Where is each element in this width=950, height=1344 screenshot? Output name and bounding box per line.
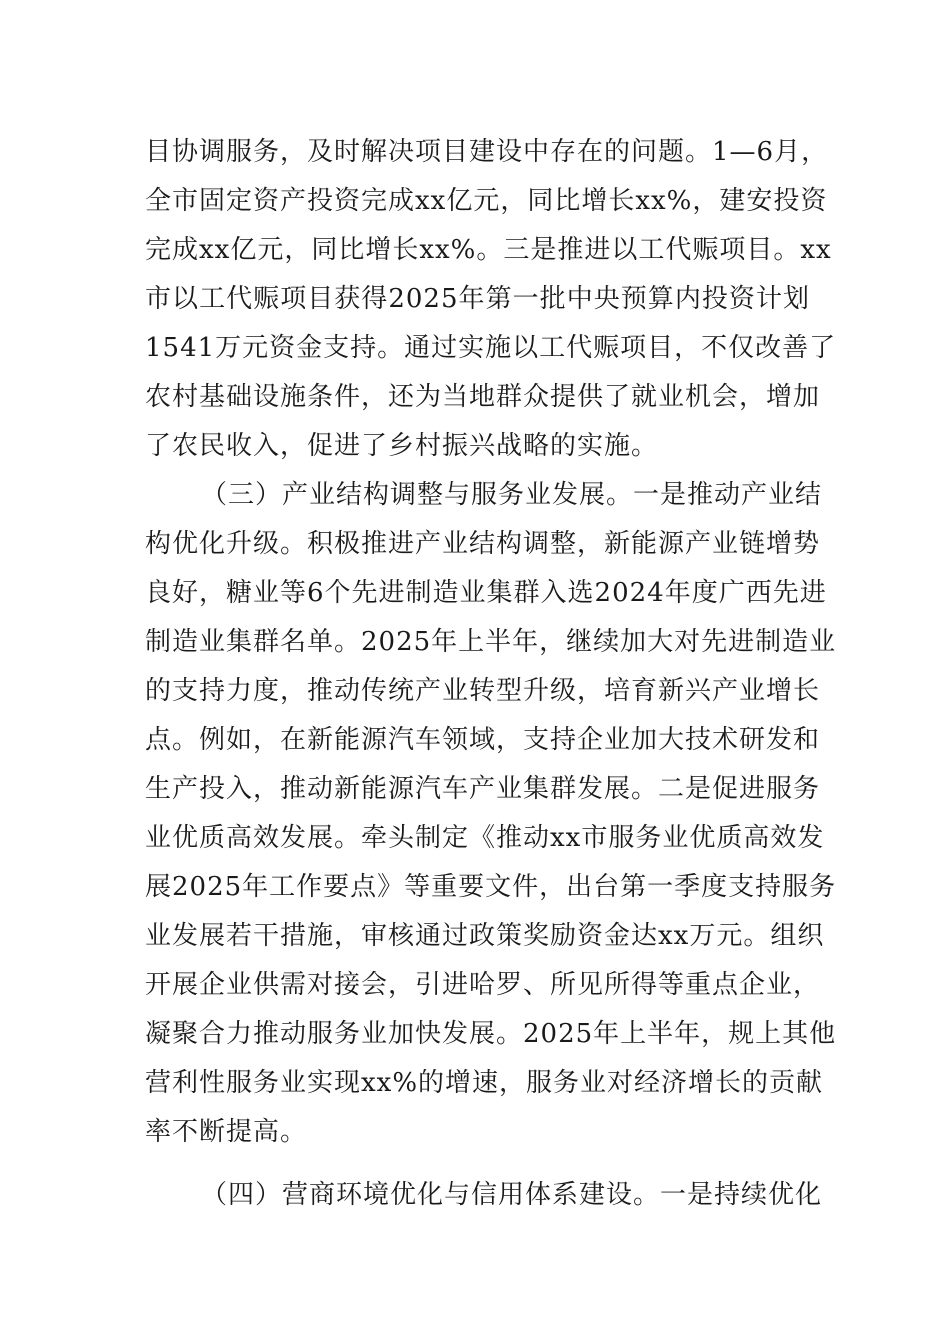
text-line: 完成xx亿元，同比增长xx%。三是推进以工代赈项目。xx (145, 235, 832, 265)
text-line: 业发展若干措施，审核通过政策奖励资金达xx万元。组织 (145, 921, 825, 951)
text-line: 开展企业供需对接会，引进哈罗、所见所得等重点企业， (145, 970, 821, 1000)
text-line: 农村基础设施条件，还为当地群众提供了就业机会，增加 (145, 382, 821, 412)
text-line: 生产投入，推动新能源汽车产业集群发展。二是促进服务 (145, 774, 821, 804)
text-line: 1541万元资金支持。通过实施以工代赈项目，不仅改善了 (145, 333, 837, 363)
text-line: 市以工代赈项目获得2025年第一批中央预算内投资计划 (145, 284, 810, 314)
text-line: 良好，糖业等6个先进制造业集群入选2024年度广西先进 (145, 578, 827, 608)
text-line: 制造业集群名单。2025年上半年，继续加大对先进制造业 (145, 627, 837, 657)
section-heading-line: （三）产业结构调整与服务业发展。一是推动产业结 (201, 480, 823, 510)
text-line: 点。例如，在新能源汽车领域，支持企业加大技术研发和 (145, 725, 821, 755)
text-line: 业优质高效发展。牵头制定《推动xx市服务业优质高效发 (145, 823, 825, 853)
text-line: 全市固定资产投资完成xx亿元，同比增长xx%，建安投资 (145, 186, 828, 216)
text-line: 率不断提高。 (145, 1117, 308, 1147)
text-line: 的支持力度，推动传统产业转型升级，培育新兴产业增长 (145, 676, 821, 706)
text-line: 目协调服务，及时解决项目建设中存在的问题。1—6月， (145, 137, 829, 167)
section-heading-line: （四）营商环境优化与信用体系建设。一是持续优化 (201, 1180, 823, 1210)
text-line: 营利性服务业实现xx%的增速，服务业对经济增长的贡献 (145, 1068, 824, 1098)
text-line: 凝聚合力推动服务业加快发展。2025年上半年，规上其他 (145, 1019, 837, 1049)
text-line: 构优化升级。积极推进产业结构调整，新能源产业链增势 (145, 529, 821, 559)
text-line: 了农民收入，促进了乡村振兴战略的实施。 (145, 431, 659, 461)
text-line: 展2025年工作要点》等重要文件，出台第一季度支持服务 (145, 872, 837, 902)
